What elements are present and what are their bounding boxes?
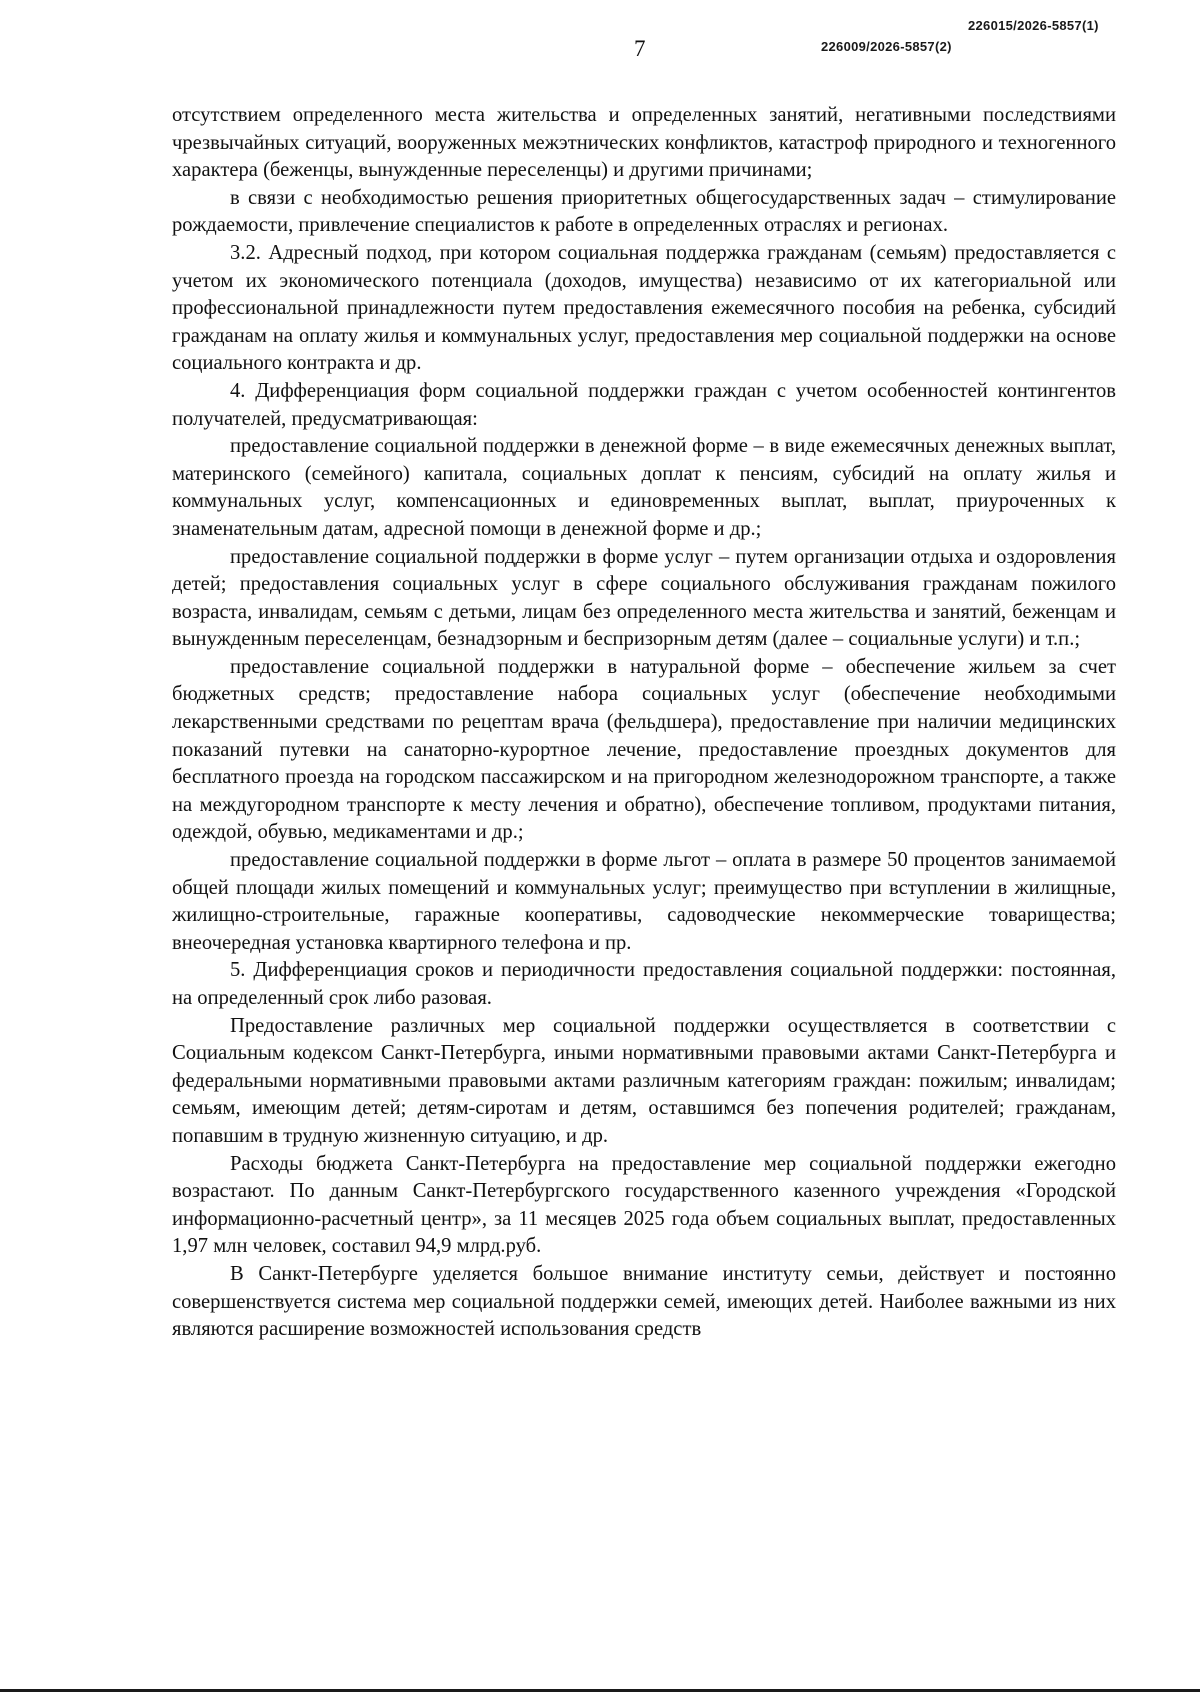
paragraph: отсутствием определенного места жительства и определенных занятий, негативными последствиями чрезвычайных ситуаций, вооруженных межэтнических конфликтов, катастроф природного и техногенного характера (беженцы, вынужденные переселенцы) и другими причинами; [172,104,1116,182]
paragraph: 3.2. Адресный подход, при котором социальная поддержка гражданам (семьям) предоставляется с учетом их экономического потенциала (доходов, имущества) независимо от их категориальной или профессиональной принадлежности путем предоставления ежемесячного пособия на ребенка, субсидий гражданам на оплату жилья и коммунальных услуг, предоставления мер социальной поддержки на основе социального контракта и др. [172,241,1116,375]
paragraph: 4. Дифференциация форм социальной поддержки граждан с учетом особенностей контингентов получателей, предусматривающая: [172,379,1116,430]
paragraph: Предоставление различных мер социальной поддержки осуществляется в соответствии с Социальным кодексом Санкт-Петербурга, иными нормативными правовыми актами Санкт-Петербурга и федеральными нормативными правовыми актами различным категориям граждан: пожилым; инвалидам; семьям, имеющим детей; детям-сиротам и детям, оставшимся без попечения родителей; гражданам, попавшим в трудную жизненную ситуацию, и др. [172,1014,1116,1147]
paragraph: 5. Дифференциация сроков и периодичности предоставления социальной поддержки: постоянная, на определенный срок либо разовая. [172,959,1116,1009]
paragraph: предоставление социальной поддержки в денежной форме – в виде ежемесячных денежных выплат, материнского (семейного) капитала, социальных доплат к пенсиям, субсидий на оплату жилья и коммунальных услуг, компенсационных и единовременных выплат, выплат, приуроченных к знаменательным датам, адресной помощи в денежной форме и др.; [172,435,1116,540]
paragraph: в связи с необходимостью решения приоритетных общегосударственных задач – стимулирование рождаемости, привлечение специалистов к работе в определенных отраслях и регионах. [172,186,1116,237]
registration-number-1: 226015/2026-5857(1) [968,18,1099,33]
document-body [172,102,1116,1344]
paragraph: предоставление социальной поддержки в натуральной форме – обеспечение жильем за счет бюджетных средств; предоставление набора социальных услуг (обеспечение необходимыми лекарственными средствами по рецептам врача (фельдшера), предоставление при наличии медицинских показаний путевки на санаторно-курортное лечение, предоставление проездных документов для бесплатного проезда на городском пассажирском и на пригородном железнодорожном транспорте, а также на междугородном транспорте к месту лечения и обратно), обеспечение топливом, продуктами питания, одеждой, обувью, медикаментами и др.; [172,655,1116,844]
paragraph: предоставление социальной поддержки в форме льгот – оплата в размере 50 процентов занимаемой общей площади жилых помещений и коммунальных услуг; преимущество при вступлении в жилищные, жилищно-строительные, гаражные кооперативы, садоводческие некоммерческие товарищества; внеочередная установка квартирного телефона и пр. [172,849,1116,954]
paragraph: В Санкт-Петербурге уделяется большое внимание институту семьи, действует и постоянно совершенствуется система мер социальной поддержки семей, имеющих детей. Наиболее важными из них являются расширение возможностей использования средств [172,1262,1116,1341]
paragraph: предоставление социальной поддержки в форме услуг – путем организации отдыха и оздоровления детей; предоставления социальных услуг в сфере социального обслуживания гражданам пожилого возраста, инвалидам, семьям с детьми, лицам без определенного места жительства и занятий, беженцам и вынужденным переселенцам, безнадзорным и беспризорным детям (далее – социальные услуги) и т.п.; [172,545,1116,651]
registration-number-2: 226009/2026-5857(2) [821,39,952,54]
page-number: 7 [634,36,646,61]
paragraph: Расходы бюджета Санкт-Петербурга на предоставление мер социальной поддержки ежегодно возрастают. По данным Санкт-Петербургского государственного казенного учреждения «Городской информационно-расчетный центр», за 11 месяцев 2025 года объем социальных выплат, предоставленных 1,97 млн человек, составил 94,9 млрд.руб. [172,1152,1116,1258]
